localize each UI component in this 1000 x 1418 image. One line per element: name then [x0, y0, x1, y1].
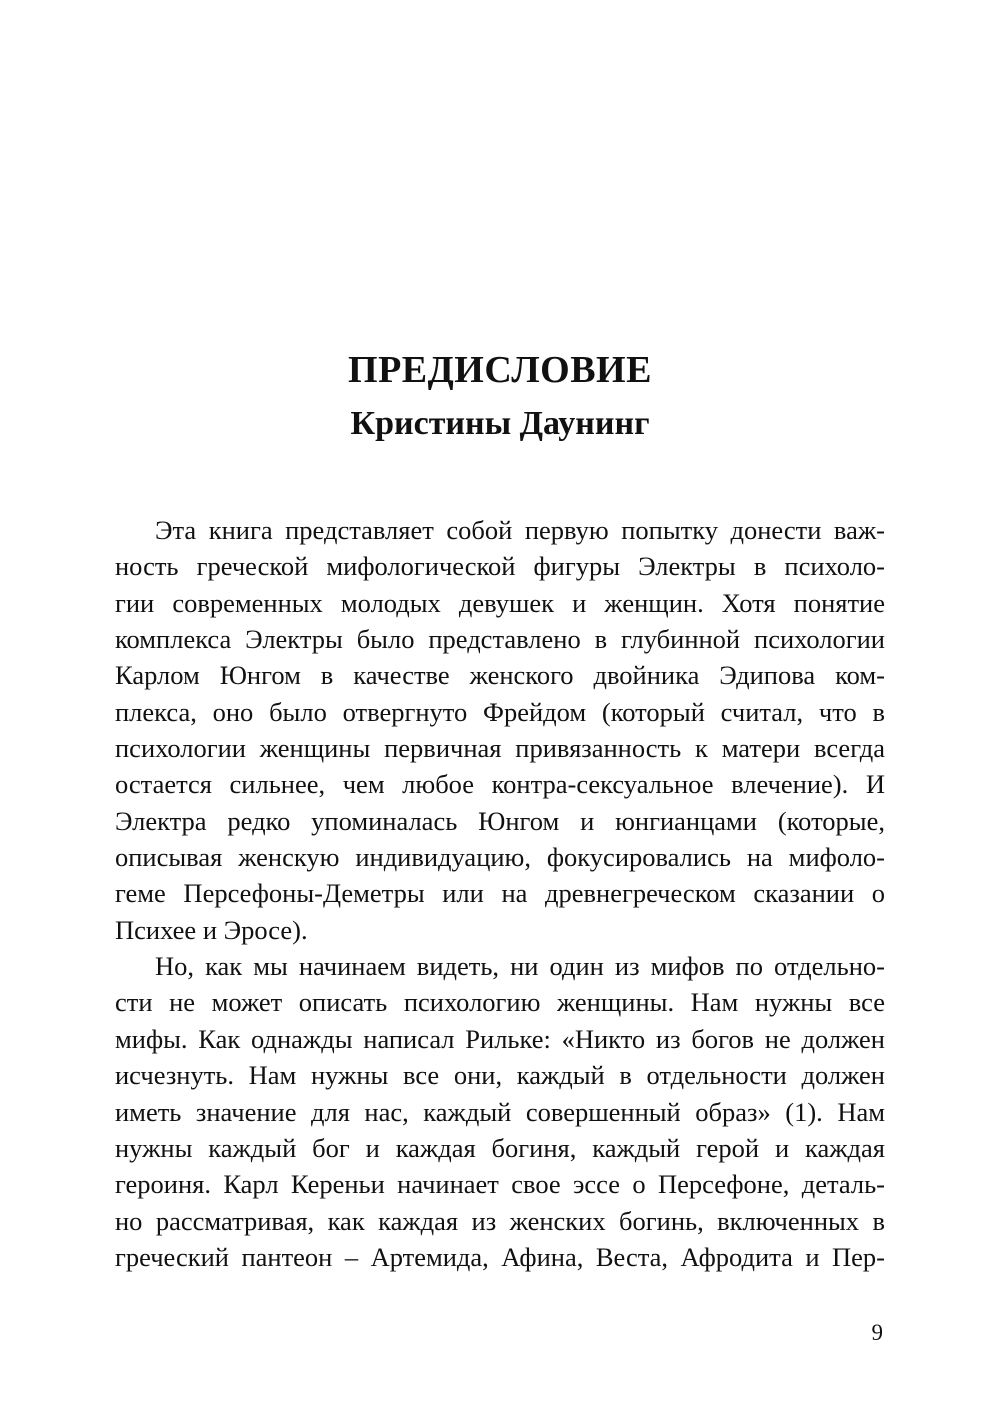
text-line: исчезнуть. Нам нужны все они, каждый в отдельности должен — [115, 1060, 885, 1091]
text-line: нужны каждый бог и каждая богиня, каждый герой и каждая — [115, 1132, 885, 1163]
text-line: психологии женщины первичная привязанность к матери всегда — [115, 733, 885, 764]
text-line: Но, как мы начинаем видеть, ни один из мифов по отдельно- — [155, 951, 885, 982]
text-line: Электра редко упоминалась Юнгом и юнгианцами (которые, — [115, 805, 885, 836]
text-line: ность греческой мифологической фигуры Электры в психоло- — [115, 551, 885, 582]
text-line: героиня. Карл Кереньи начинает свое эссе о Персефоне, деталь- — [115, 1169, 885, 1200]
text-line: плекса, оно было отвергнуто Фрейдом (который считал, что в — [115, 696, 885, 727]
text-line: иметь значение для нас, каждый совершенный образ» (1). Нам — [115, 1096, 885, 1127]
text-line: остается сильнее, чем любое контра-сексуальное влечение). И — [115, 769, 885, 800]
body-text — [115, 512, 885, 1275]
page-number: 9 — [871, 1320, 883, 1345]
text-line: Психее и Эросе). — [115, 914, 308, 945]
text-line: комплекса Электры было представлено в глубинной психологии — [115, 624, 885, 655]
text-line: геме Персефоны-Деметры или на древнегреческом сказании о — [115, 878, 885, 909]
chapter-title: ПРЕДИСЛОВИЕ — [348, 349, 652, 391]
text-line: описывая женскую индивидуацию, фокусировались на мифоло- — [115, 842, 885, 873]
chapter-subtitle: Кристины Даунинг — [350, 405, 650, 442]
text-line: мифы. Как однажды написал Рильке: «Никто из богов не должен — [115, 1023, 885, 1054]
text-line: греческий пантеон – Артемида, Афина, Веста, Афродита и Пер- — [115, 1241, 885, 1272]
text-line: Карлом Юнгом в качестве женского двойника Эдипова ком- — [115, 660, 885, 691]
text-line: Эта книга представляет собой первую попытку донести важ- — [155, 515, 885, 545]
text-line: сти не может описать психологию женщины. Нам нужны все — [115, 987, 885, 1018]
text-line: гии современных молодых девушек и женщин. Хотя понятие — [115, 587, 885, 618]
text-line: но рассматривая, как каждая из женских богинь, включенных в — [115, 1205, 885, 1236]
